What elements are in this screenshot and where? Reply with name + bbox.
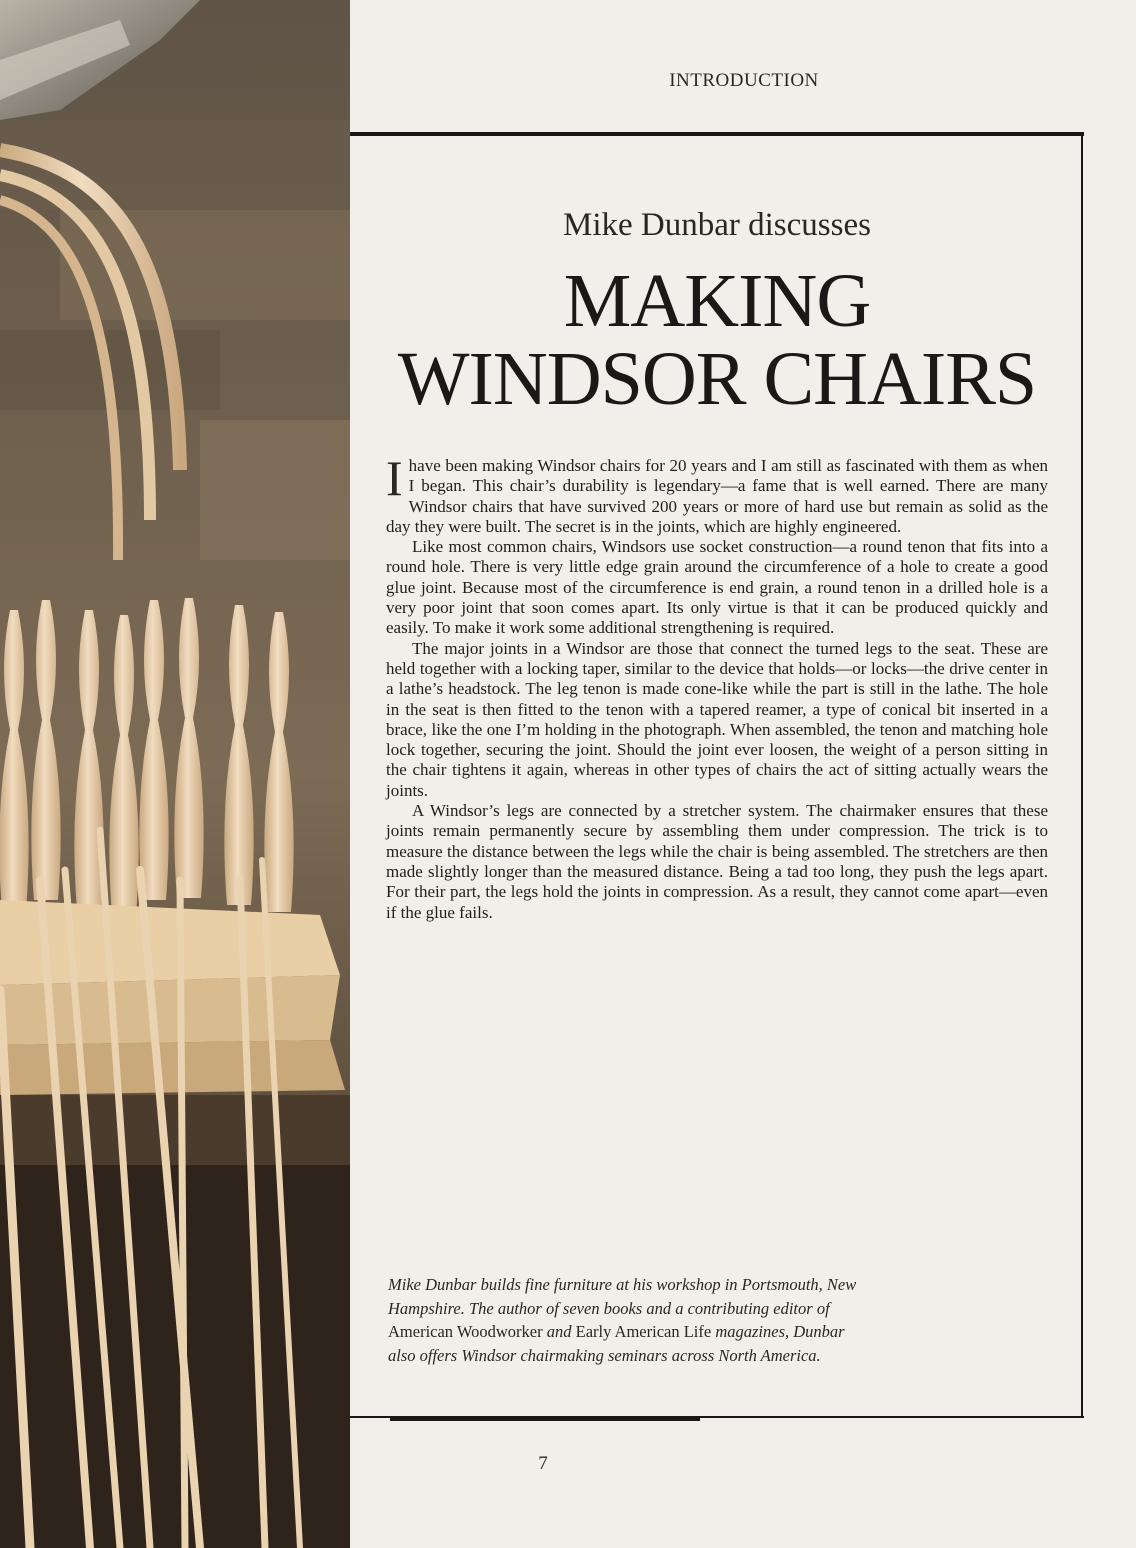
photo-illustration — [0, 0, 350, 1548]
body-paragraph: The major joints in a Windsor are those that connect the turned legs to the seat. These are held together with a locking taper, similar to the device that holds—or locks—the drive center in a lathe’s headstock. The leg tenon is made cone-like while the part is still in the lathe. The hole in the seat is then fitted to the tenon with a tapered reamer, a type of conical bit inserted in a brace, like the one I’m holding in the photograph. When assembled, the tenon and matching hole lock together, securing the joint. Should the joint ever loosen, the weight of a person sitting in the chair tightens it again, whereas in other types of chairs the act of sitting actually wears the joints. — [386, 638, 1048, 800]
article-subtitle: Mike Dunbar discusses — [563, 207, 871, 243]
section-label: INTRODUCTION — [669, 70, 819, 91]
bio-text-2: and — [542, 1322, 576, 1341]
frame-bottom-accent-rule — [390, 1417, 700, 1421]
title-line-1: MAKING — [563, 259, 871, 343]
author-bio — [388, 1273, 858, 1367]
bio-text-3: magazines, Dunbar also offers Windsor chairmaking seminars across North America. — [388, 1322, 845, 1365]
bio-magazine-1: American Woodworker — [388, 1322, 543, 1341]
bio-text-1: Mike Dunbar builds fine furniture at his workshop in Portsmouth, New Hampshire. The author of seven books and a contributing editor of — [388, 1275, 857, 1318]
article-body — [386, 450, 1048, 923]
body-paragraph: Ihave been making Windsor chairs for 20 years and I am still as fascinated with them as when I began. This chair’s durability is legendary—a fame that is well earned. There are many Windsor chairs that have survived 200 years or more of hard use but remain as solid as the day they were built. The secret is in the joints, which are highly engineered. — [386, 450, 1048, 536]
title-line-2: WINDSOR CHAIRS — [397, 337, 1037, 421]
article-title — [352, 259, 1082, 421]
body-paragraph: Like most common chairs, Windsors use socket construction—a round tenon that fits into a round hole. There is very little edge grain around the circumference of a hole to create a good glue joint. Because most of the circumference is end grain, a round tenon in a drilled hole is a very poor joint that soon comes apart. Its only virtue is that it can be produced quickly and easily. To make it work some additional strengthening is required. — [386, 537, 1048, 638]
body-paragraph: A Windsor’s legs are connected by a stretcher system. The chairmaker ensures that these joints remain permanently secure by assembling them under compression. The trick is to measure the distance between the legs while the chair is being assembled. The stretchers are then made slightly longer than the measured distance. Being a tad too long, they push the legs apart. For their part, the legs hold the joints in compression. As a result, they cannot come apart—even if the glue fails. — [386, 801, 1048, 922]
page-number: 7 — [538, 1453, 548, 1474]
frame-top-rule — [350, 132, 1084, 136]
bio-magazine-2: Early American Life — [575, 1322, 712, 1341]
workshop-photo — [0, 0, 350, 1548]
